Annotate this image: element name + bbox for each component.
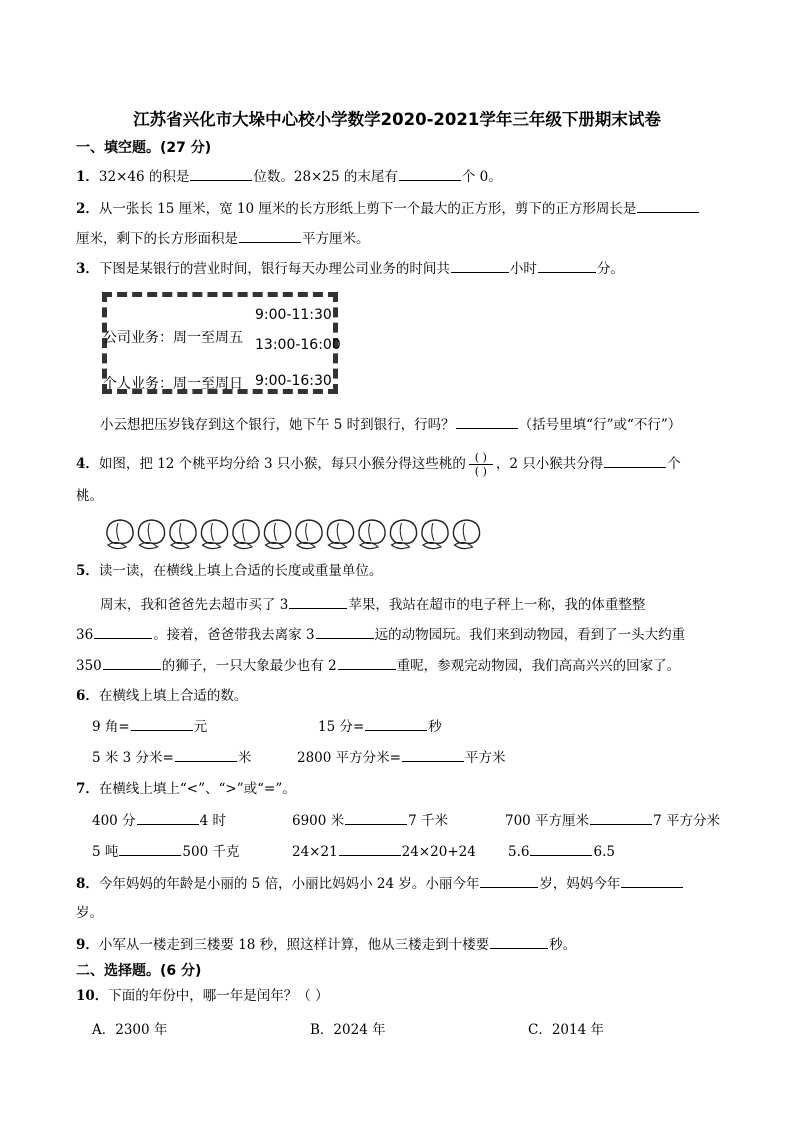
personal-hours-label: 个人业务：周一至周日 — [103, 376, 243, 392]
question-1 — [76, 166, 502, 187]
question-text: 如图，把 12 个桃平均分给 3 只小猴，每只小猴分得这些桃的 — [98, 456, 466, 472]
answer-blank[interactable] — [365, 716, 427, 731]
company-hours-label: 公司业务：周一至周五 — [103, 330, 243, 346]
question-number: 6． — [76, 688, 99, 704]
question-7-row-2c — [508, 841, 615, 862]
answer-blank[interactable] — [289, 594, 347, 609]
question-text: （括号里填“行”或“不行”） — [518, 417, 682, 433]
answer-blank[interactable] — [402, 747, 464, 762]
answer-blank[interactable] — [621, 873, 683, 888]
peach-icon — [422, 520, 448, 549]
question-5-para-2 — [76, 624, 685, 645]
question-6 — [76, 686, 247, 706]
question-number: 5． — [76, 563, 99, 579]
question-7-row-2a — [92, 841, 239, 862]
section-2-heading: 二、选择题。(6 分) — [76, 963, 202, 979]
question-text: 32×46 的积是 — [98, 169, 190, 185]
question-text: 6900 米 — [292, 813, 345, 829]
question-text: 9 角= — [92, 719, 130, 735]
section-1-heading: 一、填空题。(27 分) — [76, 140, 212, 156]
question-text: 36 — [76, 627, 94, 643]
peach-icon — [359, 520, 385, 549]
question-text: 苹果，我站在超市的电子秤上一称，我的体重整整 — [348, 597, 646, 613]
question-text: 今年妈妈的年龄是小丽的 5 倍，小丽比妈妈小 24 岁。小丽今年 — [98, 876, 480, 892]
question-8-cont — [76, 903, 103, 923]
question-text: ，2 只小猴共分得 — [495, 456, 604, 472]
question-4-cont — [76, 486, 103, 506]
answer-blank[interactable] — [490, 934, 548, 949]
answer-blank[interactable] — [604, 453, 666, 468]
question-text: 元 — [193, 719, 208, 735]
question-text: 6.5 — [593, 844, 615, 860]
personal-hours-time: 9:00-16:30 — [255, 373, 332, 389]
question-8 — [76, 873, 684, 894]
question-text: 在横线上填上合适的数。 — [98, 688, 248, 704]
question-text: 小军从一楼走到三楼要 18 秒，照这样计算，他从三楼走到十楼要 — [98, 937, 490, 953]
answer-blank[interactable] — [175, 747, 237, 762]
question-number: 8． — [76, 876, 99, 892]
answer-blank[interactable] — [590, 810, 652, 825]
question-text: 5 吨 — [92, 844, 119, 860]
question-3-sub — [100, 414, 681, 435]
question-number: 1． — [76, 169, 99, 185]
question-text: 5 米 3 分米= — [92, 750, 174, 766]
question-7 — [76, 779, 296, 799]
answer-blank[interactable] — [103, 655, 161, 670]
question-2-cont — [76, 228, 370, 249]
answer-blank[interactable] — [637, 198, 699, 213]
question-text: 5.6 — [508, 844, 530, 860]
question-text: 在横线上填上“<”、“>”或“=”。 — [98, 781, 296, 797]
question-text: 桃。 — [76, 488, 103, 504]
question-text: 。接着，爸爸带我去离家 3 — [153, 627, 315, 643]
peach-icon — [296, 520, 322, 549]
question-text: 500 千克 — [182, 844, 240, 860]
question-7-row-1c — [505, 810, 720, 831]
peach-icon — [107, 520, 133, 549]
question-text: 4 时 — [199, 813, 226, 829]
peach-illustration — [104, 515, 484, 551]
answer-blank[interactable] — [456, 414, 518, 429]
question-4 — [76, 451, 681, 478]
question-text: 24×20+24 — [401, 844, 476, 860]
question-text: 位数。28×25 的末尾有 — [253, 169, 398, 185]
answer-blank[interactable] — [239, 228, 301, 243]
question-5 — [76, 561, 382, 581]
question-6-row-2b — [297, 747, 505, 768]
answer-blank[interactable] — [339, 841, 401, 856]
question-10 — [76, 986, 329, 1006]
answer-blank[interactable] — [137, 810, 199, 825]
question-text: 700 平方厘米 — [505, 813, 590, 829]
question-text: 7 千米 — [408, 813, 449, 829]
answer-blank[interactable] — [399, 166, 461, 181]
question-text: 350 — [76, 658, 102, 674]
peach-icon — [453, 520, 479, 549]
question-5-para-3 — [76, 655, 680, 676]
question-text: 400 分 — [92, 813, 136, 829]
question-text: 秒。 — [549, 937, 577, 953]
question-text: 2800 平方分米= — [297, 750, 401, 766]
company-hours-morning: 9:00-11:30 — [255, 307, 332, 323]
question-text: 厘米，剩下的长方形面积是 — [76, 231, 238, 247]
question-text: 分。 — [596, 261, 624, 277]
question-7-row-2b — [292, 841, 476, 862]
question-number: 9． — [76, 937, 99, 953]
question-5-para-1 — [100, 594, 645, 615]
question-text: 下面的年份中，哪一年是闰年？（ ） — [108, 988, 329, 1004]
bank-hours-sign — [102, 292, 341, 394]
question-text: 周末，我和爸爸先去超市买了 3 — [100, 597, 289, 613]
question-text: 平方米 — [464, 750, 506, 766]
question-2 — [76, 198, 700, 219]
question-text: 7 平方分米 — [653, 813, 720, 829]
question-3 — [76, 258, 624, 279]
question-text: 米 — [237, 750, 252, 766]
question-number: 10． — [76, 988, 109, 1004]
peach-icon — [138, 520, 164, 549]
peach-icon — [390, 520, 416, 549]
answer-blank[interactable] — [316, 624, 374, 639]
question-6-row-1a — [92, 716, 207, 737]
answer-blank[interactable] — [345, 810, 407, 825]
question-text: 小云想把压岁钱存到这个银行，她下午 5 时到银行，行吗？ — [100, 417, 455, 433]
question-number: 4． — [76, 456, 99, 472]
question-number: 7． — [76, 781, 99, 797]
question-text: 岁，妈妈今年 — [539, 876, 621, 892]
question-text: 15 分= — [318, 719, 365, 735]
answer-blank[interactable] — [538, 258, 596, 273]
question-number: 2． — [76, 201, 99, 217]
question-text: 下图是某银行的营业时间，银行每天办理公司业务的时间共 — [98, 261, 450, 277]
answer-blank[interactable] — [451, 258, 509, 273]
answer-blank[interactable] — [190, 166, 252, 181]
question-6-row-1b — [318, 716, 442, 737]
option-c[interactable]: C．2014 年 — [528, 1022, 604, 1038]
question-text: 个 0。 — [461, 169, 502, 185]
peach-icon — [201, 520, 227, 549]
question-text: 远的动物园玩。我们来到动物园，看到了一头大约重 — [374, 627, 686, 643]
peach-icon — [327, 520, 353, 549]
question-text: 的狮子，一只大象最少也有 2 — [161, 658, 337, 674]
company-hours-afternoon: 13:00-16:00 — [255, 337, 341, 353]
answer-blank[interactable] — [94, 624, 152, 639]
peach-icon — [170, 520, 196, 549]
fraction-blank[interactable] — [469, 451, 493, 478]
peach-icon — [264, 520, 290, 549]
question-7-row-1b — [292, 810, 448, 831]
question-text: 重呢，参观完动物园，我们高高兴兴的回家了。 — [396, 658, 681, 674]
peach-icon — [233, 520, 259, 549]
fraction-numerator: ( ) — [474, 451, 487, 464]
answer-blank[interactable] — [119, 841, 181, 856]
question-text: 秒 — [428, 719, 442, 735]
question-text: 小时 — [509, 261, 537, 277]
answer-blank[interactable] — [530, 841, 592, 856]
answer-blank[interactable] — [480, 873, 538, 888]
answer-blank[interactable] — [338, 655, 396, 670]
question-9 — [76, 934, 576, 955]
fraction-denominator: ( ) — [474, 465, 487, 478]
question-number: 3． — [76, 261, 99, 277]
question-6-row-2a — [92, 747, 251, 768]
question-text: 个 — [667, 456, 681, 472]
option-a[interactable]: A．2300 年 — [92, 1022, 168, 1038]
option-b[interactable]: B．2024 年 — [310, 1022, 386, 1038]
question-7-row-1a — [92, 810, 226, 831]
question-text: 岁。 — [76, 905, 103, 921]
page-title: 江苏省兴化市大垛中心校小学数学2020-2021学年三年级下册期末试卷 — [133, 110, 661, 129]
question-text: 24×21 — [292, 844, 338, 860]
question-text: 从一张长 15 厘米，宽 10 厘米的长方形纸上剪下一个最大的正方形，剪下的正方形周长是 — [98, 201, 637, 217]
answer-blank[interactable] — [131, 716, 193, 731]
question-text: 读一读，在横线上填上合适的长度或重量单位。 — [98, 563, 383, 579]
question-text: 平方厘米。 — [302, 231, 370, 247]
